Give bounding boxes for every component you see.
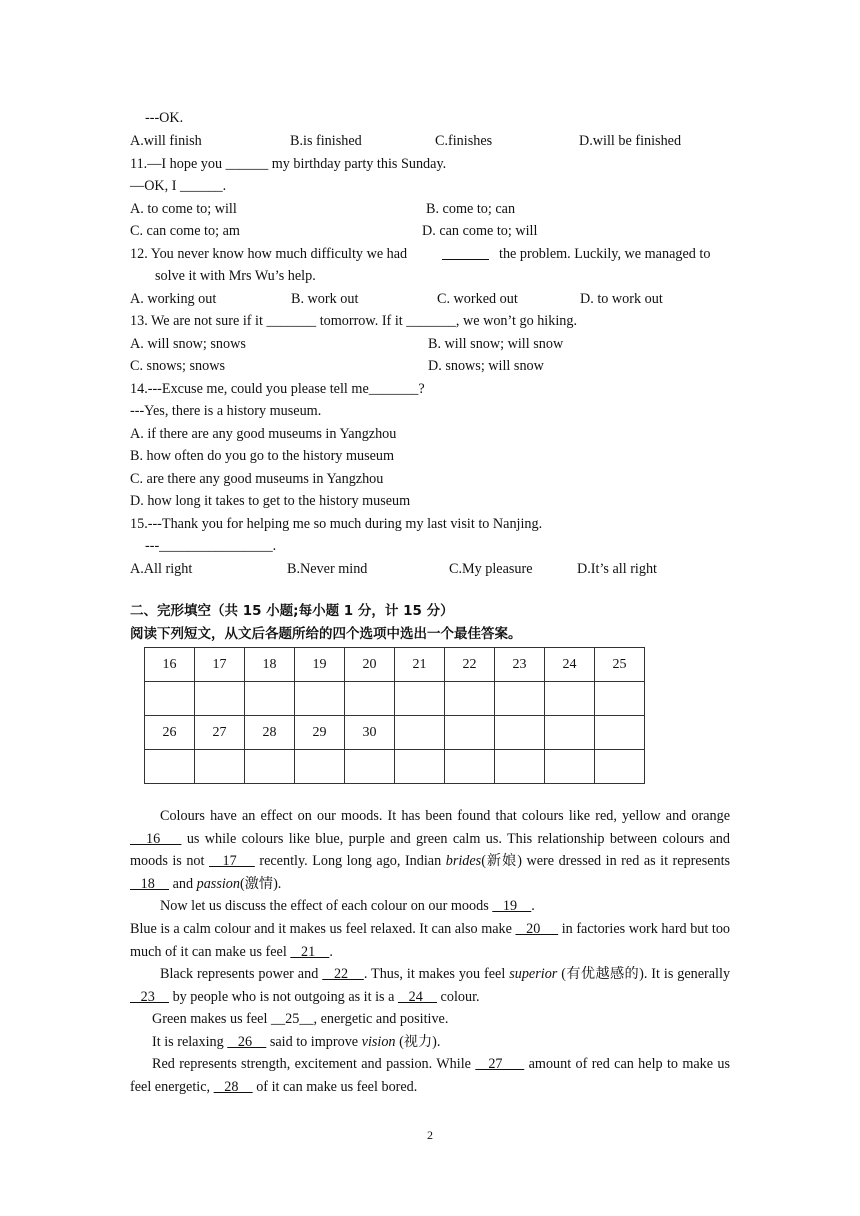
page-number: 2 [427, 1128, 433, 1142]
passage-text: colour. [440, 988, 480, 1005]
grid-cell: 23 [495, 648, 545, 682]
q13-option-a: A. will snow; snows [130, 336, 246, 352]
blank-24: 24 [397, 988, 437, 1005]
passage-text: Red represents strength, excitement and passion. While [152, 1056, 471, 1072]
q14-reply: ---Yes, there is a history museum. [130, 403, 322, 419]
passage-text: Now let us discuss the effect of each colour on our moods [160, 898, 489, 914]
answer-cell[interactable] [245, 682, 295, 716]
answer-grid-blank-row-1 [145, 682, 645, 716]
passage-paragraph-1 [130, 805, 730, 895]
q11-option-d: D. can come to; will [422, 223, 538, 239]
grid-cell: 26 [145, 716, 195, 750]
grid-cell: 25 [595, 648, 645, 682]
blank-23: 23 [130, 988, 170, 1005]
q13-stem: 13. We are not sure if it _______ tomorrow. If it _______, we won’t go hiking. [130, 313, 578, 329]
answer-cell[interactable] [495, 682, 545, 716]
passage-paragraph-3: Blue is a calm colour and it makes us feel relaxed. It can also make 20 in factories work hard but too much of it can make us feel 21 . [130, 921, 731, 960]
grid-cell: 29 [295, 716, 345, 750]
answer-cell[interactable] [445, 682, 495, 716]
q13-option-c: C. snows; snows [130, 358, 225, 374]
q14-option-d: D. how long it takes to get to the history museum [130, 493, 411, 509]
blank-21: 21 [290, 943, 330, 960]
word-superior: superior [509, 966, 558, 982]
q11-option-b: B. come to; can [426, 201, 516, 217]
gloss-brides: (新娘) [481, 853, 522, 869]
passage-text: by people who is not outgoing as it is a [172, 988, 395, 1005]
grid-cell [595, 716, 645, 750]
blank-17: 17 [209, 853, 255, 869]
q15-option-a: A.All right [130, 561, 193, 577]
word-passion: passion [196, 875, 240, 892]
passage-text: us while colours like blue, purple and green calm us. This relationship between colours and moods is not [130, 830, 730, 869]
passage-text: recently. Long long ago, Indian [259, 853, 442, 869]
q10-option-b: B.is finished [290, 133, 362, 149]
q15-option-d: D.It’s all right [577, 561, 657, 577]
q11-option-a: A. to come to; will [130, 201, 237, 217]
blank-26: 26 [227, 1034, 267, 1050]
q12-option-a: A. working out [130, 291, 217, 307]
q10-option-a: A.will finish [130, 133, 202, 149]
passage-text: Black represents power and [160, 966, 319, 982]
q10-option-d: D.will be finished [579, 133, 682, 149]
blank-27: 27 [475, 1056, 525, 1072]
q14-stem: 14.---Excuse me, could you please tell me_______? [130, 381, 425, 397]
grid-cell: 17 [195, 648, 245, 682]
passage-text: Colours have an effect on our moods. It has been found that colours like red, yellow and orange [160, 808, 730, 824]
answer-cell[interactable] [345, 682, 395, 716]
grid-cell: 24 [545, 648, 595, 682]
blank-28: 28 [213, 1078, 253, 1095]
grid-cell [545, 716, 595, 750]
answer-cell[interactable] [245, 750, 295, 784]
answer-cell[interactable] [445, 750, 495, 784]
answer-cell[interactable] [545, 682, 595, 716]
passage-text: Green makes us feel __25__, energetic and positive. [152, 1011, 449, 1027]
q15-stem: 15.---Thank you for helping me so much during my last visit to Nanjing. [130, 516, 543, 532]
answer-cell[interactable] [145, 682, 195, 716]
answer-cell[interactable] [345, 750, 395, 784]
grid-cell: 22 [445, 648, 495, 682]
blank-19: 19 [492, 898, 532, 914]
q12-stem-c: solve it with Mrs Wu’s help. [155, 268, 316, 284]
gloss-vision: (视力). [399, 1034, 441, 1050]
passage-text: . Thus, it makes you feel [363, 966, 506, 982]
q12-blank [442, 245, 489, 260]
grid-cell: 30 [345, 716, 395, 750]
q12-option-d: D. to work out [580, 291, 663, 307]
section2-title: 二、完形填空（共 15 小题;每小题 1 分，计 15 分） [130, 603, 454, 619]
word-vision: vision [361, 1034, 396, 1050]
passage-text: Blue is a calm colour and it makes us feel relaxed. It can also make [130, 921, 512, 937]
q12-option-b: B. work out [291, 291, 359, 307]
answer-cell[interactable] [295, 682, 345, 716]
q10-reply: ---OK. [145, 110, 184, 126]
answer-cell[interactable] [545, 750, 595, 784]
grid-cell: 27 [195, 716, 245, 750]
grid-cell: 28 [245, 716, 295, 750]
passage-paragraph-7 [130, 1053, 730, 1098]
answer-cell[interactable] [195, 682, 245, 716]
grid-cell [395, 716, 445, 750]
q12-stem-a: 12. You never know how much difficulty we had [130, 246, 408, 262]
passage-text: were dressed in red as it represents [526, 853, 731, 869]
q12-option-c: C. worked out [437, 291, 518, 307]
q13-option-d: D. snows; will snow [428, 358, 544, 374]
q14-option-a: A. if there are any good museums in Yangzhou [130, 426, 397, 442]
answer-cell[interactable] [595, 682, 645, 716]
word-brides: brides [445, 853, 482, 869]
grid-cell [445, 716, 495, 750]
answer-cell[interactable] [295, 750, 345, 784]
grid-cell [495, 716, 545, 750]
passage-text: in factories work hard but too much of it can make us feel [130, 921, 731, 960]
gloss-superior: (有优越感的). It is generally [561, 966, 731, 982]
answer-cell[interactable] [495, 750, 545, 784]
passage-text: amount of red can help to make us feel energetic, [130, 1056, 731, 1095]
section2-instruction: 阅读下列短文，从文后各题所给的四个选项中选出一个最佳答案。 [130, 626, 522, 642]
answer-cell[interactable] [145, 750, 195, 784]
grid-cell: 21 [395, 648, 445, 682]
q11-stem: 11.—I hope you ______ my birthday party this Sunday. [130, 156, 447, 172]
answer-cell[interactable] [195, 750, 245, 784]
passage-paragraph-2: Now let us discuss the effect of each colour on our moods 19 . [160, 898, 535, 914]
grid-cell: 19 [295, 648, 345, 682]
answer-grid [144, 647, 645, 784]
answer-grid-blank-row-2 [145, 750, 645, 784]
passage-paragraph-6 [130, 1031, 730, 1054]
q15-option-c: C.My pleasure [449, 561, 533, 577]
blank-18: 18 [130, 875, 170, 892]
q10-option-c: C.finishes [435, 133, 493, 149]
q14-option-b: B. how often do you go to the history museum [130, 448, 395, 464]
passage-text: said to improve [269, 1034, 359, 1050]
q15-option-b: B.Never mind [287, 561, 368, 577]
answer-grid-header-row-1 [145, 648, 645, 682]
grid-cell: 20 [345, 648, 395, 682]
passage-text: and [172, 875, 194, 892]
answer-grid-header-row-2 [145, 716, 645, 750]
answer-cell[interactable] [395, 682, 445, 716]
passage-paragraph-4 [130, 963, 730, 1008]
answer-cell[interactable] [595, 750, 645, 784]
blank-22: 22 [322, 966, 364, 982]
q11-reply: —OK, I ______. [130, 178, 227, 194]
q12-stem-b: the problem. Luckily, we managed to [499, 246, 711, 262]
gloss-passion: (激情). [239, 875, 282, 892]
grid-cell: 16 [145, 648, 195, 682]
blank-16: 16 [130, 830, 182, 847]
answer-cell[interactable] [395, 750, 445, 784]
grid-cell: 18 [245, 648, 295, 682]
q14-option-c: C. are there any good museums in Yangzhou [130, 471, 384, 487]
blank-20: 20 [515, 921, 559, 937]
q11-option-c: C. can come to; am [130, 223, 240, 239]
passage-text: It is relaxing [152, 1034, 224, 1050]
passage-text: of it can make us feel bored. [256, 1078, 418, 1095]
q13-option-b: B. will snow; will snow [428, 336, 564, 352]
passage-paragraph-5 [130, 1008, 730, 1031]
q15-reply: ---________________. [145, 538, 277, 554]
